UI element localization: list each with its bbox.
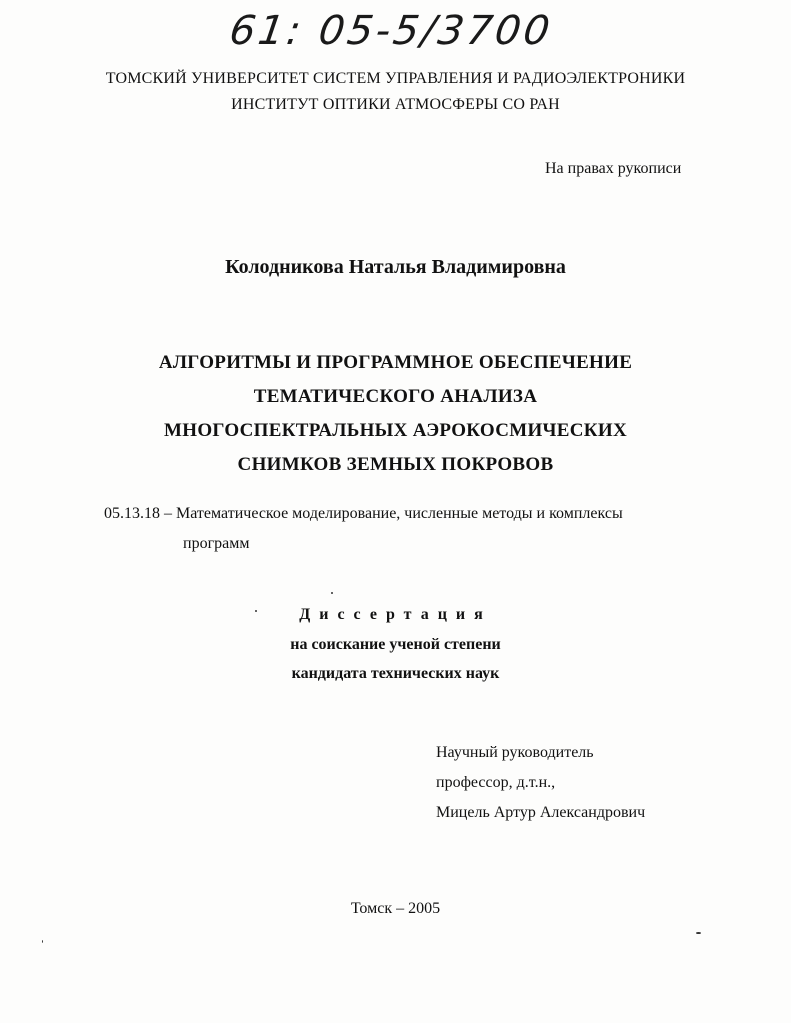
title-line-4: СНИМКОВ ЗЕМНЫХ ПОКРОВОВ — [237, 454, 554, 475]
dissertation-degree-line: на соискание ученой степени — [290, 636, 501, 653]
scan-speck — [255, 610, 257, 612]
archive-code-handwritten: 61: 05-5/3700 — [226, 8, 556, 54]
advisor-role: Научный руководитель — [436, 744, 594, 761]
specialty-line-2: программ — [183, 535, 250, 552]
city-year: Томск – 2005 — [350, 900, 441, 917]
title-line-2: ТЕМАТИЧЕСКОГО АНАЛИЗА — [253, 386, 538, 407]
scan-speck — [696, 932, 701, 934]
dissertation-label: Диссертация — [299, 606, 492, 623]
institute-name: ИНСТИТУТ ОПТИКИ АТМОСФЕРЫ СО РАН — [231, 96, 560, 113]
specialty-line-1: 05.13.18 – Математическое моделирование, численные методы и комплексы — [104, 505, 623, 522]
university-name: ТОМСКИЙ УНИВЕРСИТЕТ СИСТЕМ УПРАВЛЕНИЯ И РАДИОЭЛЕКТРОНИКИ — [105, 70, 686, 87]
scan-speck — [42, 940, 43, 943]
advisor-name: Мицель Артур Александрович — [436, 804, 646, 821]
advisor-degree: профессор, д.т.н., — [436, 774, 556, 791]
dissertation-field-line: кандидата технических наук — [291, 665, 500, 682]
manuscript-rights: На правах рукописи — [545, 160, 682, 177]
scan-speck — [331, 592, 333, 594]
title-line-3: МНОГОСПЕКТРАЛЬНЫХ АЭРОКОСМИЧЕСКИХ — [164, 420, 627, 441]
title-line-1: АЛГОРИТМЫ И ПРОГРАММНОЕ ОБЕСПЕЧЕНИЕ — [158, 352, 633, 373]
author-name: Колодникова Наталья Владимировна — [225, 256, 566, 278]
